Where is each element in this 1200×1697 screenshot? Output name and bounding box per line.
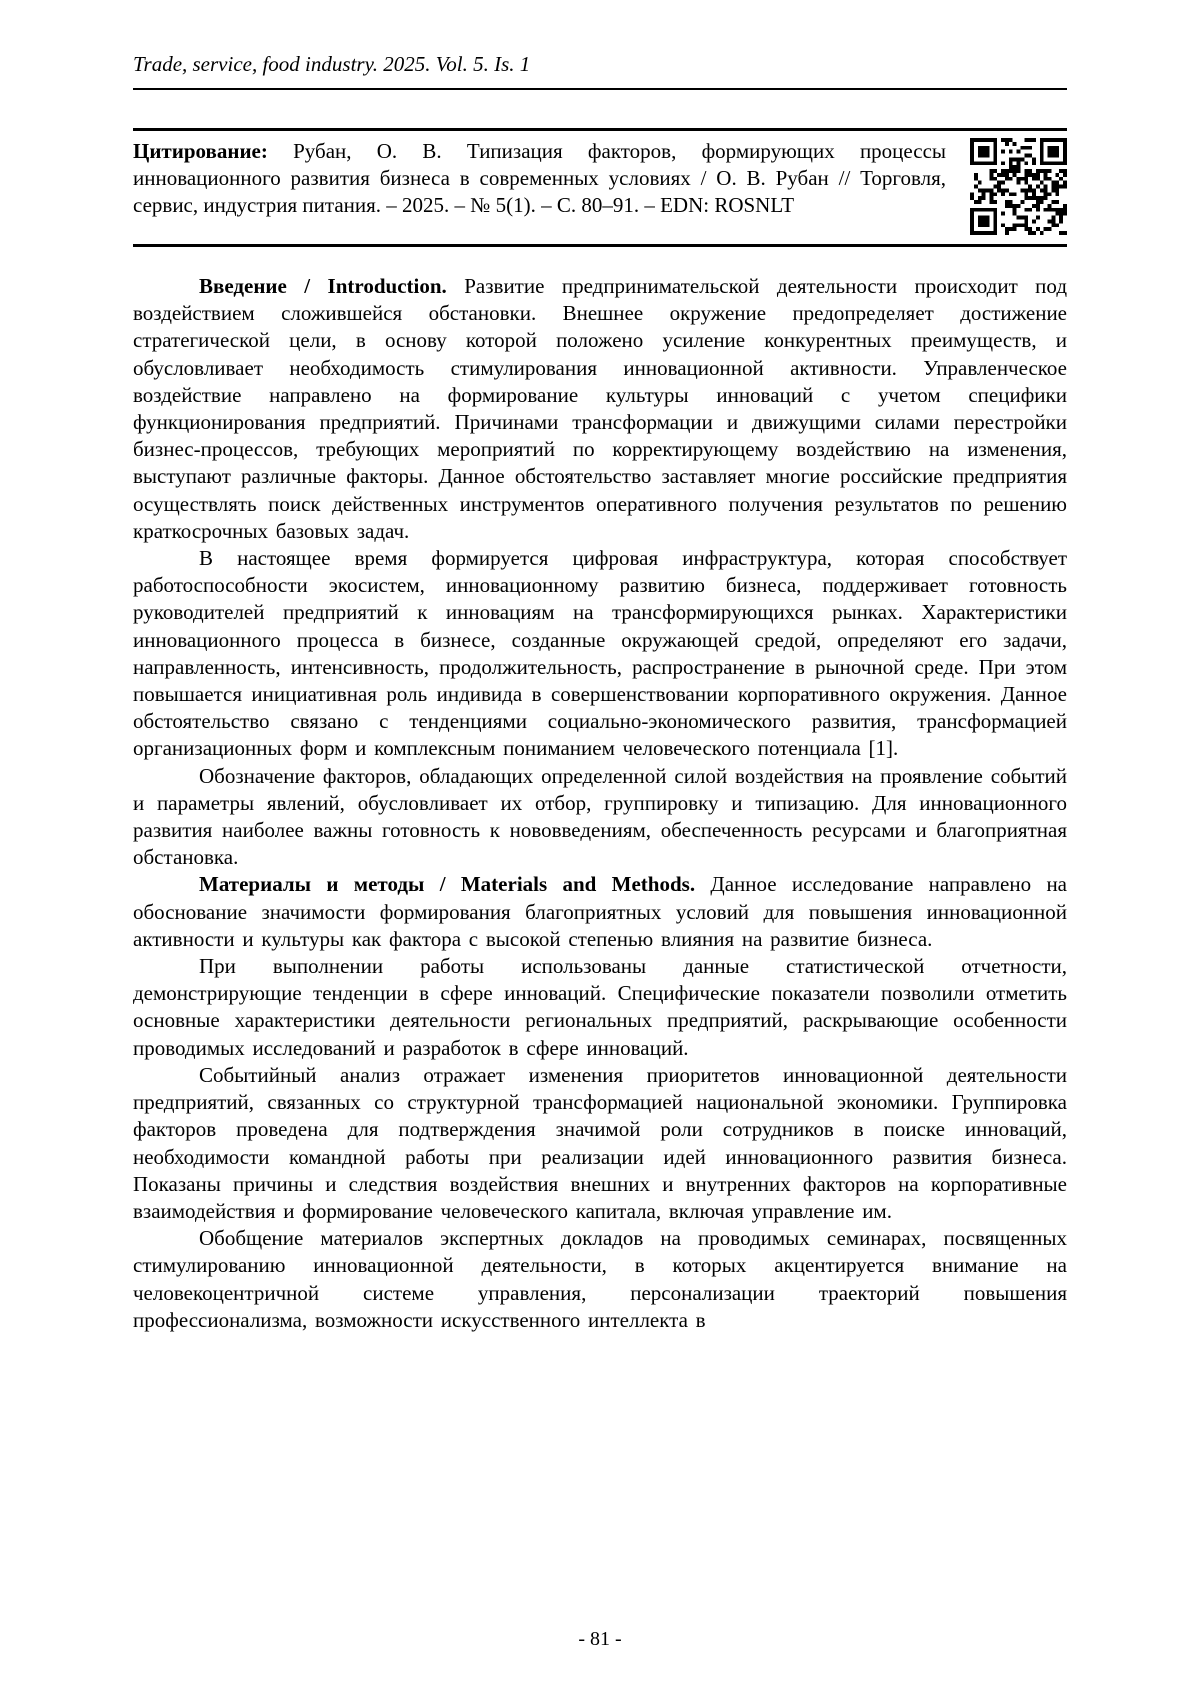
paragraph bbox=[133, 545, 1067, 763]
running-header bbox=[133, 52, 1067, 90]
citation-text bbox=[133, 138, 946, 219]
paragraph-lead: Введение / Introduction. bbox=[199, 274, 447, 298]
citation-block bbox=[133, 128, 1067, 247]
paragraph-text: Событийный анализ отражает изменения приоритетов инновационной деятельности предприятий, связанных со структурной трансформацией национальной экономики. Группировка факторов проведена для подтверждения значимой роли сотрудников в поиске инноваций, необходимости командной работы при реализации идей инновационного развития бизнеса. Показаны причины и следствия воздействия внешних и внутренних факторов на корпоративные взаимодействия и формирование человеческого капитала, включая управление им. bbox=[133, 1062, 1067, 1223]
paragraph bbox=[133, 1225, 1067, 1334]
paragraph bbox=[133, 763, 1067, 872]
paragraph-text: Данное исследование направлено на обоснование значимости формирования благоприятных условий для повышения инновационной активности и культуры как фактора с высокой степенью влияния на развитие бизнеса. bbox=[133, 872, 1067, 951]
page-number: - 81 - bbox=[578, 1628, 622, 1650]
page-footer bbox=[0, 1628, 1200, 1651]
paragraph-text: Обобщение материалов экспертных докладов на проводимых семинарах, посвященных стимулированию инновационной деятельности, в которых акцентируется внимание на человекоцентричной системе управления, персонализации траекторий повышения профессионализма, возможности искусственного интеллекта в bbox=[133, 1226, 1067, 1332]
paragraph-lead: Материалы и методы / Materials and Methods. bbox=[199, 872, 696, 897]
paragraph bbox=[133, 871, 1067, 953]
paragraph-text: При выполнении работы использованы данные статистической отчетности, демонстрирующие тенденции в сфере инноваций. Специфические показатели позволили отметить основные характеристики деятельности региональных предприятий, раскрывающие особенности проводимых исследований и разработок в сфере инноваций. bbox=[133, 954, 1067, 1060]
paragraph-text: Обозначение факторов, обладающих определенной силой воздействия на проявление событий и параметры явлений, обусловливает их отбор, группировку и типизацию. Для инновационного развития наиболее важны готовность к нововведениям, обеспеченность ресурсами и благоприятная обстановка. bbox=[133, 763, 1067, 870]
citation-label: Цитирование: bbox=[133, 139, 268, 163]
paragraph bbox=[133, 273, 1067, 545]
article-body bbox=[133, 273, 1067, 1334]
citation-body: Рубан, О. В. Типизация факторов, формирующих процессы инновационного развития бизнеса в современных условиях / О. В. Рубан // Торговля, сервис, индустрия питания. – 2025. – № 5(1). – С. 80–91. – EDN: ROSNLT bbox=[133, 139, 947, 217]
qr-code bbox=[970, 138, 1067, 235]
paragraph bbox=[133, 1062, 1067, 1225]
paragraph-text: Развитие предпринимательской деятельности происходит под воздействием сложившейся обстановки. Внешнее окружение предопределяет достижение стратегической цели, в основу которой положено усиление конкурентных преимуществ, и обусловливает необходимость стимулирования инновационной активности. Управленческое воздействие направлено на формирование культуры инноваций с учетом специфики функционирования предприятий. Причинами трансформации и движущими силами перестройки бизнес-процессов, требующих мероприятий по корректирующему воздействию на изменения, выступают различные факторы. Данное обстоятельство заставляет многие российские предприятия осуществлять поиск действенных инструментов оперативного получения результатов по решению краткосрочных базовых задач. bbox=[133, 274, 1068, 543]
paragraph-text: В настоящее время формируется цифровая инфраструктура, которая способствует работоспособности экосистем, инновационному развитию бизнеса, поддерживает готовность руководителей предприятий к инновациям на трансформирующихся рынках. Характеристики инновационного процесса в бизнесе, созданные окружающей средой, определяют его задачи, направленность, интенсивность, продолжительность, распространение в рыночной среде. При этом повышается инициативная роль индивида в совершенствовании корпоративного окружения. Данное обстоятельство связано с тенденциями социально-экономического развития, трансформацией организационных форм и комплексным пониманием человеческого потенциала [1]. bbox=[133, 546, 1067, 761]
journal-title: Trade, service, food industry. 2025. Vol. 5. Is. 1 bbox=[133, 52, 531, 76]
paragraph bbox=[133, 953, 1067, 1062]
